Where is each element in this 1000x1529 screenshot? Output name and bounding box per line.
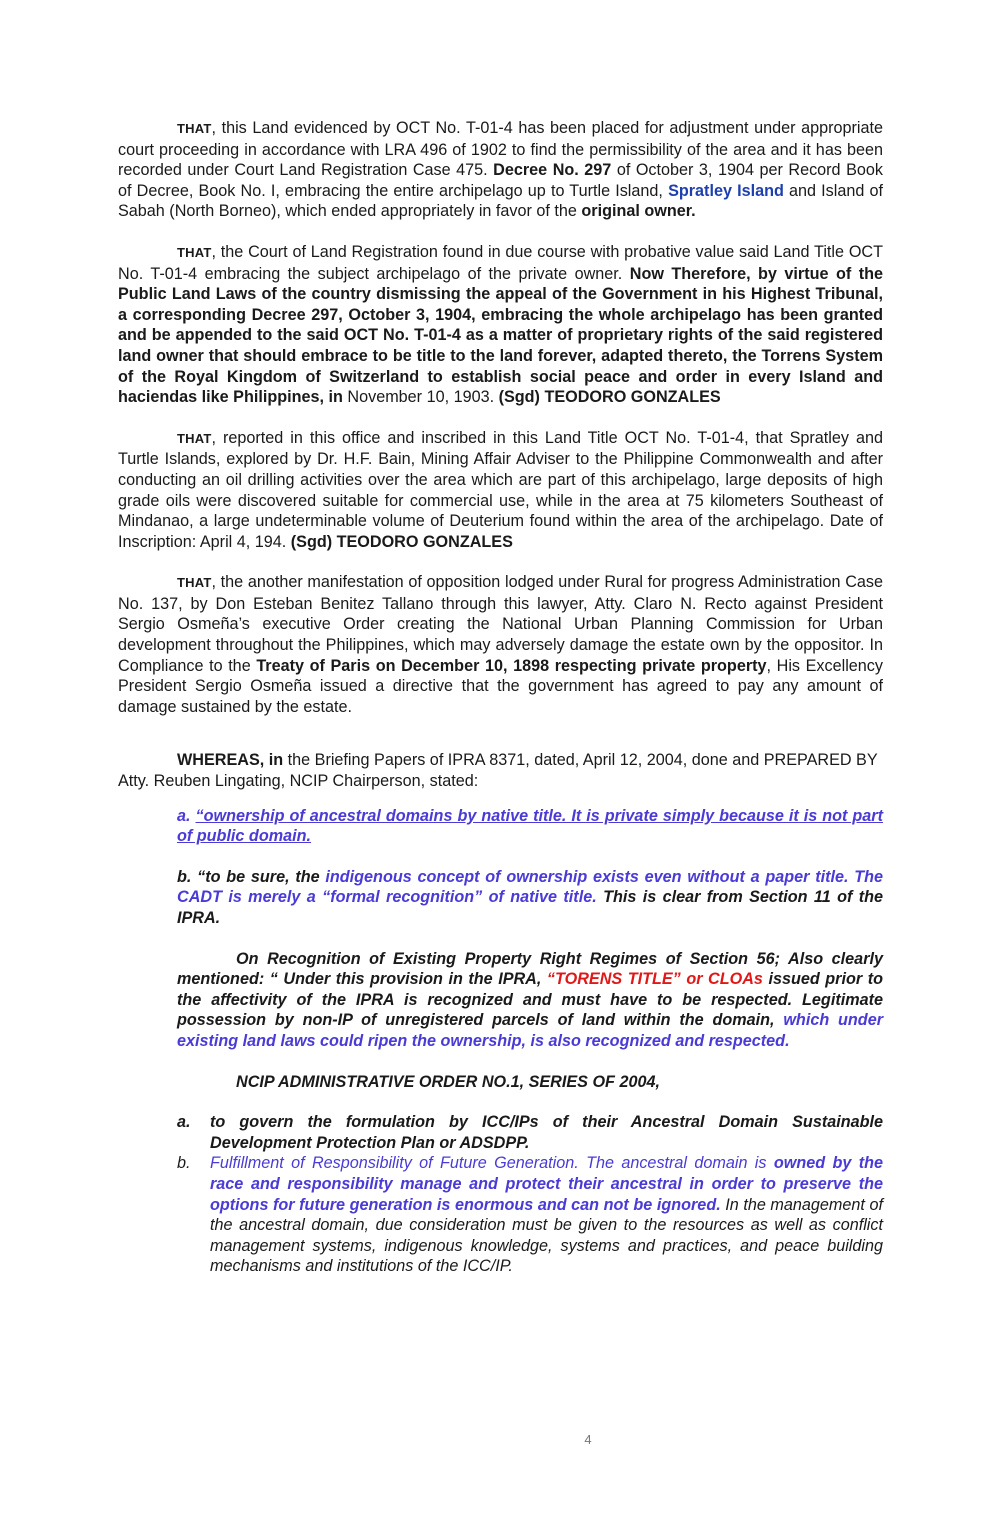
page-number: 4 bbox=[584, 1432, 592, 1447]
that-lead: THAT bbox=[177, 121, 212, 136]
that-lead: THAT bbox=[177, 575, 212, 591]
quote-b: b. “to be sure, the indigenous concept of ownership exists even without a paper title. The CADT is merely a “formal recognition” of native title. This is clear from Section 11 of the IPRA. bbox=[177, 867, 883, 927]
spratley-island-highlight: Spratley Island bbox=[668, 181, 784, 200]
document-page bbox=[118, 118, 883, 1277]
treaty-of-paris: Treaty of Paris on December 10, 1898 respecting private property bbox=[256, 656, 767, 675]
decree-no-297: Decree No. 297 bbox=[493, 161, 612, 180]
quoted-block bbox=[177, 806, 883, 1052]
paragraph-that-4: THAT, the another manifestation of opposition lodged under Rural for progress Administration Case No. 137, by Don Esteban Benitez Tallano through this lawyer, Atty. Claro N. Recto against President Sergio Osmeña’s executive Order creating the National Urban Planning Commission for Urban development throughout the Philippines, which may adversely damage the estate own by the oppositor. In Compliance to the Treaty of Paris on December 10, 1898 respecting private property, His Excellency President Sergio Osmeña issued a directive that the government has agreed to pay any amount of damage sustained by the estate. bbox=[118, 573, 883, 716]
original-owner: original owner. bbox=[581, 202, 696, 221]
quote-a: a. “ownership of ancestral domains by native title. It is private simply because it is not part of public domain. bbox=[177, 806, 883, 846]
signature: (Sgd) TEODORO GONZALES bbox=[498, 388, 721, 407]
that-lead: THAT bbox=[177, 430, 212, 446]
quote-section-56: On Recognition of Existing Property Right Regimes of Section 56; Also clearly mentioned: “ Under this provision in the IPRA, “TORENS TITLE” or CLOAs issued prior to the affectivity of the IPRA is recognized and must have to be respected. Legitimate possession by non-IP of unregistered parcels of land within the domain, which under existing land laws could ripen the ownership, is also recognized and respected. bbox=[177, 949, 883, 1050]
paragraph-that-1: THAT, this Land evidenced by OCT No. T-01-4 has been placed for adjustment under appropriate court proceeding in accordance with LRA 496 of 1902 to find the permissibility of the area and it has been recorded under Court Land Registration Case 475. Decree No. 297 of October 3, 1904 per Record Book of Decree, Book No. I, embracing the entire archipelago up to Turtle Island, Spratley Island and Island of Sabah (North Borneo), which ended appropriately in favor of the original owner. bbox=[118, 119, 884, 221]
paragraph-that-3: THAT, reported in this office and inscribed in this Land Title OCT No. T-01-4, that Spratley and Turtle Islands, explored by Dr. H.F. Bain, Mining Affair Adviser to the Philippine Commonwealth and after conducting an oil drilling activities over the area which are part of this archipelago, large deposits of high grade oils were discovered suitable for commercial use, while in the area at 75 kilometers Southeast of Mindanao, a large undeterminable volume of Deuterium found within the area of the archipelago. Date of Inscription: April 4, 194. (Sgd) TEODORO GONZALES bbox=[118, 428, 883, 551]
ncip-heading: NCIP ADMINISTRATIVE ORDER NO.1, SERIES OF 2004, bbox=[236, 1072, 660, 1091]
torens-title-highlight: “TORENS TITLE” or CLOAs bbox=[546, 970, 763, 989]
now-therefore-clause: Now Therefore, by virtue of the Public Land Laws of the country dismissing the appeal of the Government in his Highest Tribunal, a corresponding Decree 297, October 3, 1904, embracing the whole archipelago has been granted and be appended to the said OCT No. T-01-4 as a matter of proprietary rights of the said registered land owner that should embrace to be title to the land forever, adapted thereto, the Torrens System of the Royal Kingdom of Switzerland to establish social peace and order in every Island and haciendas like Philippines, in bbox=[118, 264, 883, 407]
ncip-list bbox=[177, 1112, 883, 1277]
signature: (Sgd) TEODORO GONZALES bbox=[290, 532, 513, 551]
that-lead: THAT bbox=[177, 244, 212, 260]
whereas-lead: WHEREAS bbox=[177, 751, 260, 770]
list-item: a. to govern the formulation by ICC/IPs of their Ancestral Domain Sustainable Development Protection Plan or ADSDPP. bbox=[177, 1113, 883, 1152]
paragraph-that-2: THAT, the Court of Land Registration found in due course with probative value said Land Title OCT No. T-01-4 embracing the subject archipelago of the private owner. Now Therefore, by virtue of the Public Land Laws of the country dismissing the appeal of the Government in his Highest Tribunal, a corresponding Decree 297, October 3, 1904, embracing the whole archipelago has been granted and be appended to the said OCT No. T-01-4 as a matter of proprietary rights of the said registered land owner that should embrace to be title to the land forever, adapted thereto, the Torrens System of the Royal Kingdom of Switzerland to establish social peace and order in every Island and haciendas like Philippines, in November 10, 1903. (Sgd) TEODORO GONZALES bbox=[118, 242, 883, 407]
list-item: b. Fulfillment of Responsibility of Future Generation. The ancestral domain is owned by the race and responsibility manage and protect their ancestral in order to preserve the options for future generation is enormous and can not be ignored. In the management of the ancestral domain, due consideration must be given to the resources as well as conflict management systems, indigenous knowledge, systems and practices, and peace building mechanisms and institutions of the ICC/IP. bbox=[177, 1154, 883, 1276]
paragraph-whereas: WHEREAS, in the Briefing Papers of IPRA 8371, dated, April 12, 2004, done and PREPARED BY Atty. Reuben Lingating, NCIP Chairperson, stated: bbox=[118, 751, 878, 791]
